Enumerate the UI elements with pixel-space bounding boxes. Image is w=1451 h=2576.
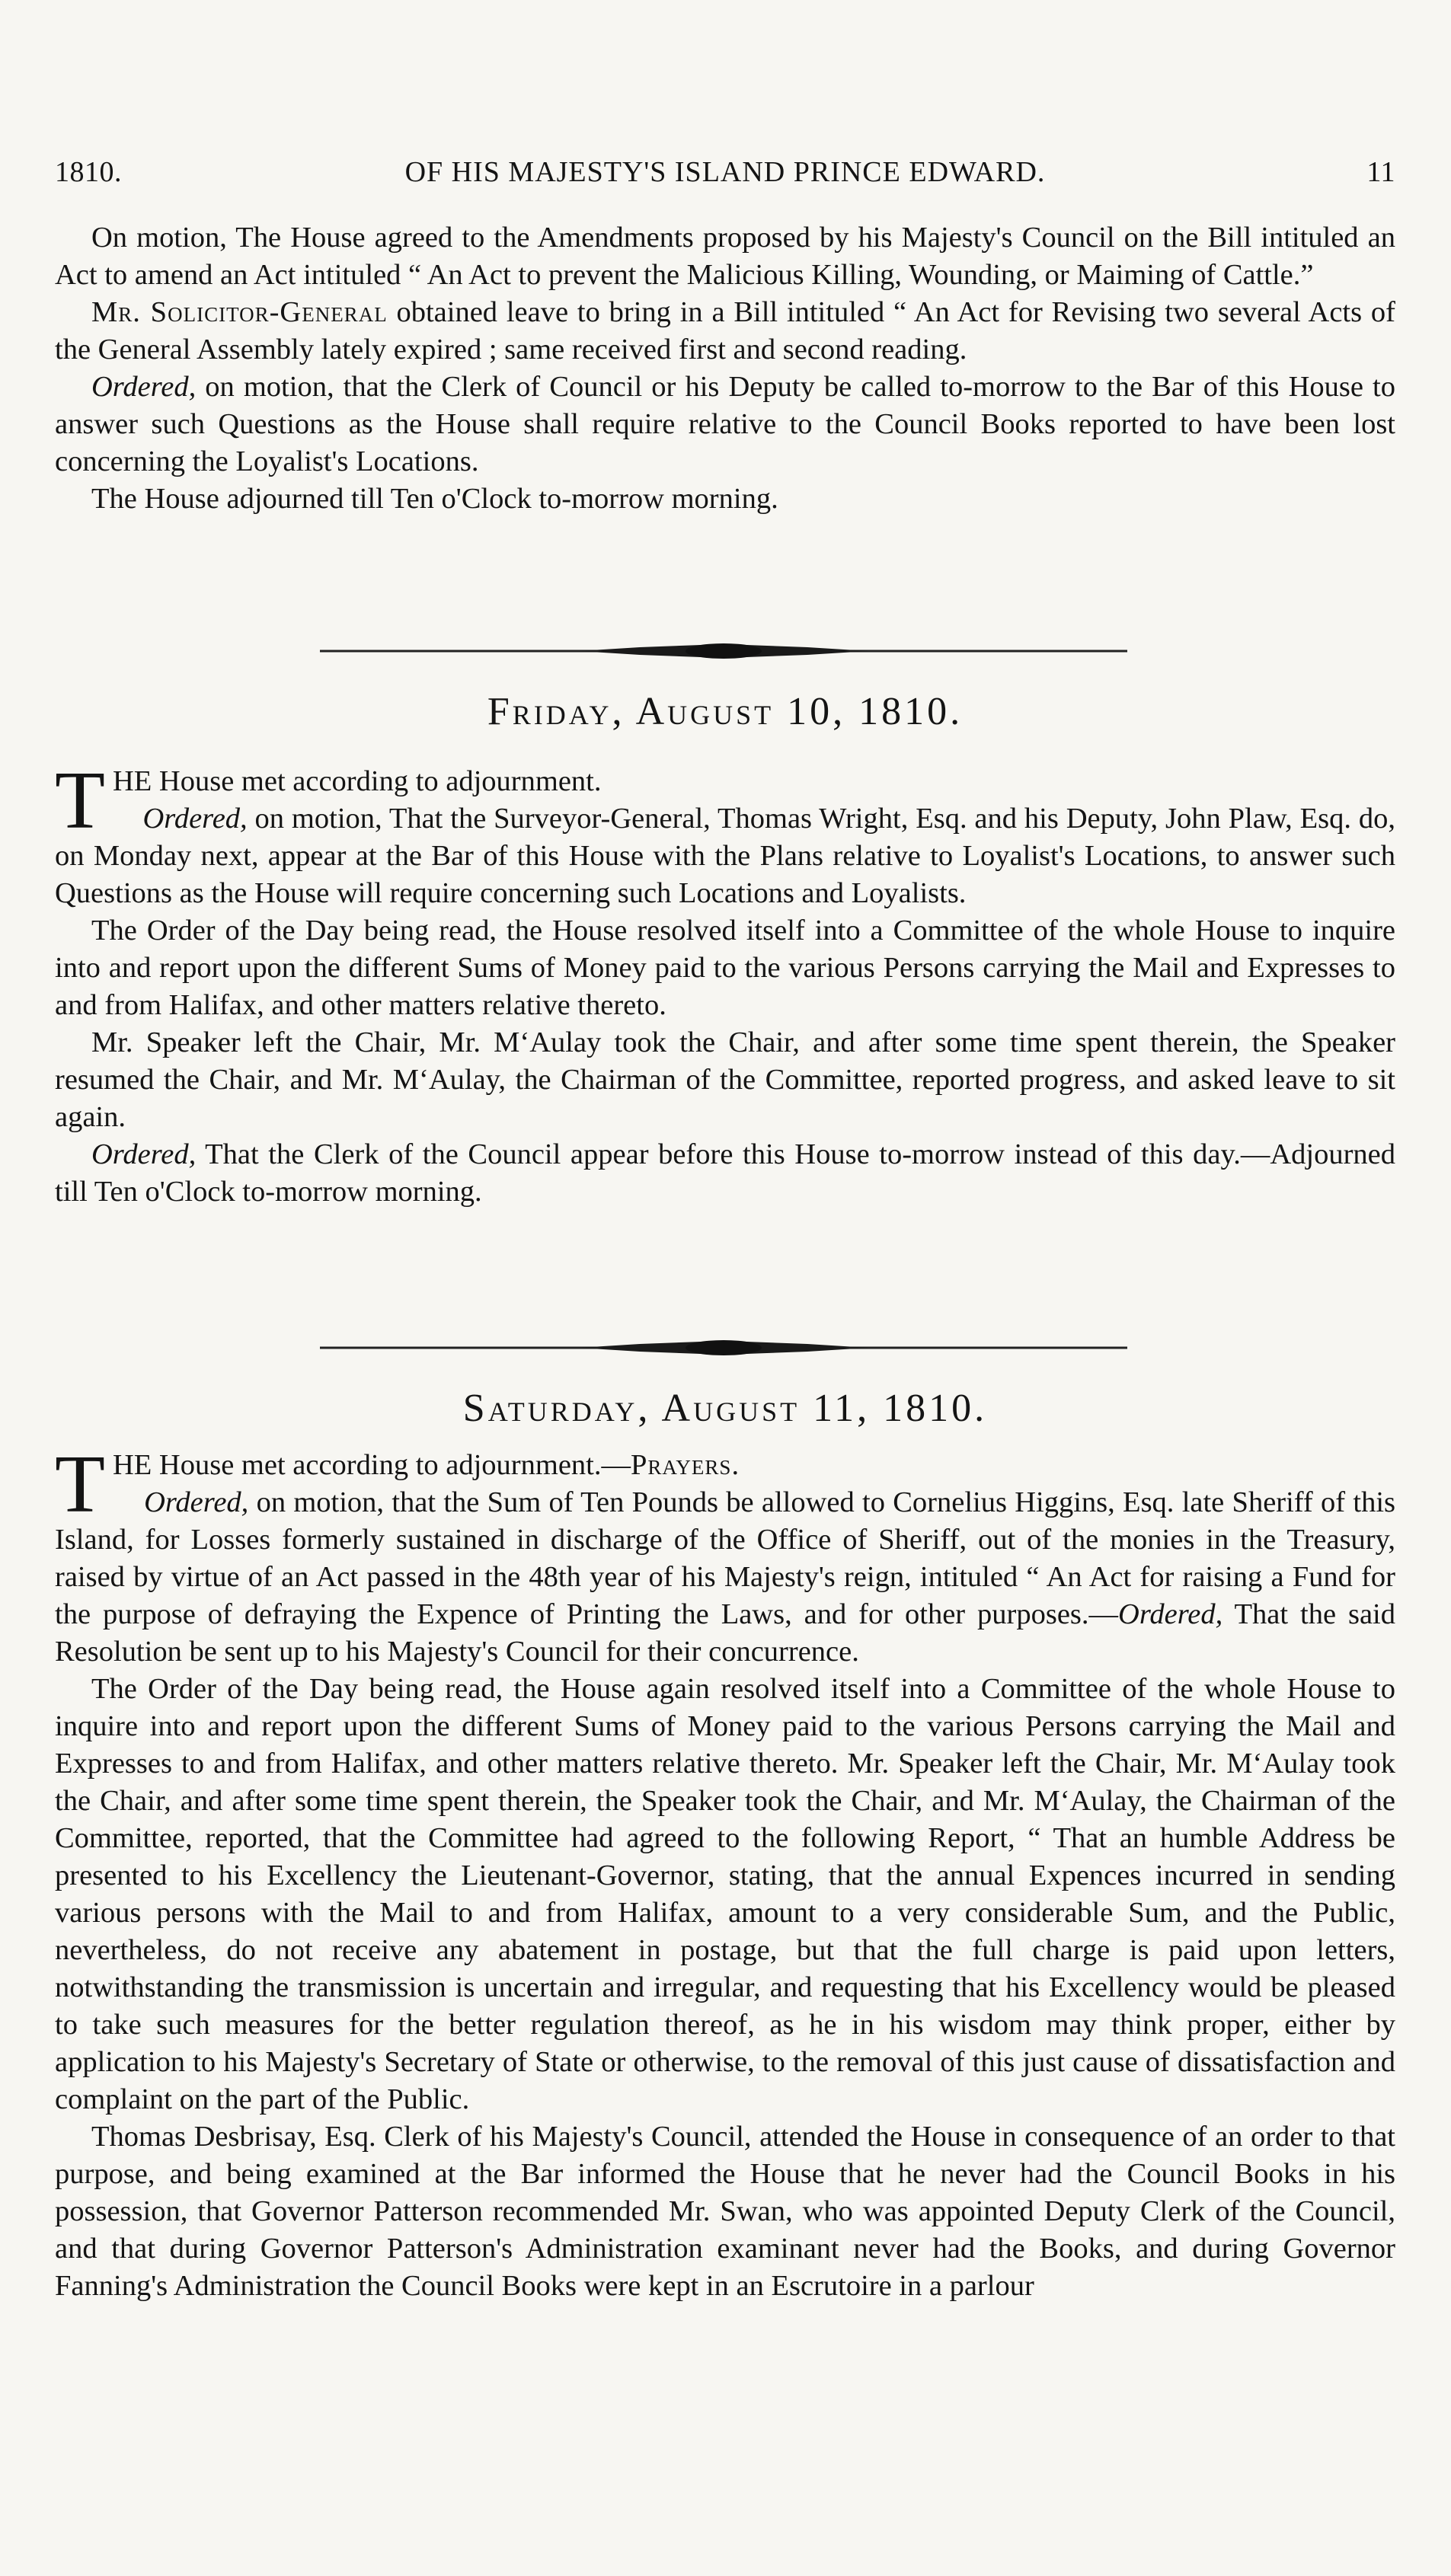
paragraph: The Order of the Day being read, the House resolved itself into a Committee of the whole House to inquire into and report upon the different Sums of Money paid to the various Persons carrying the Mail and Expresses to and from Halifax, and other matters relative thereto. [55, 915, 1395, 1021]
paragraph: Ordered, That the Clerk of the Council appear before this House to-morrow instead of this day.—Adjourned till Ten o'Clock to-morrow morning. [55, 1138, 1395, 1208]
paragraph: THE House met according to adjournment. Ordered, on motion, That the Surveyor-General, Thomas Wright, Esq. and his Deputy, John Plaw, Esq. do, on Monday next, appear at the Bar of this House with the Plans relative to Loyalist's Locations, to answer such Questions as the House will require concerning such Locations and Loyalists. [55, 755, 1396, 909]
ornamental-rule [320, 642, 1127, 660]
paragraph: Thomas Desbrisay, Esq. Clerk of his Majesty's Council, attended the House in consequence of an order to that purpose, and being examined at the Bar informed the House that he never had the Council Books in his possession, that Governor Patterson recommended Mr. Swan, who was appointed Deputy Clerk of the Council, and that during Governor Patterson's Administration examinant never had the Books, and during Governor Fanning's Administration the Council Books were kept in an Escrutoire in a parlour [55, 2121, 1395, 2302]
section-saturday [55, 1439, 1395, 2305]
header-title: OF HIS MAJESTY'S ISLAND PRINCE EDWARD. [404, 156, 1046, 188]
section-friday [55, 755, 1396, 1211]
paragraph: The Order of the Day being read, the House again resolved itself into a Committee of the whole House to inquire into and report upon the different Sums of Money paid to the various Persons carrying the Mail and Expresses to and from Halifax, and other matters relative thereto. Mr. Speaker left the Chair, Mr. M‘Aulay took the Chair, and after some time spent therein, the Speaker took the Chair, and Mr. M‘Aulay, the Chairman of the Committee, reported, that the Committee had agreed to the following Report, “ That an humble Address be presented to his Excellency the Lieutenant-Governor, stating, that the annual Expences incurred in sending various persons with the Mail to and from Halifax, amount to a very considerable Sum, and the Public, nevertheless, do not receive any abatement in postage, but that the full charge is paid upon letters, notwithstanding the transmission is uncertain and irregular, and requesting that his Excellency would be pleased to take such measures for the better regulation thereof, as he in his wisdom may think proper, either by application to his Majesty's Secretary of State or otherwise, to the removal of this just cause of dissatisfaction and complaint on the part of the Public. [55, 1673, 1395, 2115]
ornamental-rule [320, 1339, 1127, 1357]
paragraph: Mr. Solicitor-General obtained leave to bring in a Bill intituled “ An Act for Revising two several Acts of the General Assembly lately expired ; same received first and second reading. [55, 296, 1395, 365]
drop-cap: T [55, 1439, 105, 1530]
paragraph: THE House met according to adjournment.—Prayers. Ordered, on motion, that the Sum of Ten Pounds be allowed to Cornelius Higgins, Esq. late Sheriff of this Island, for Losses formerly sustained in discharge of the Office of Sheriff, out of the monies in the Treasury, raised by virtue of an Act passed in the 48th year of his Majesty's reign, intituled “ An Act for raising a Fund for the purpose of defraying the Expence of Printing the Laws, and for other purposes.—Ordered, That the said Resolution be sent up to his Majesty's Council for their concurrence. [55, 1439, 1395, 1668]
running-header [55, 155, 1395, 201]
day-heading: Saturday, August 11, 1810. [462, 1387, 988, 1430]
speaker-name: Mr. Solicitor-General [91, 296, 388, 328]
paragraph: On motion, The House agreed to the Amendments proposed by his Majesty's Council on the Bill intituled an Act to amend an Act intituled “ An Act to prevent the Malicious Killing, Wounding, or Maiming of Cattle.” [55, 222, 1395, 291]
day-heading: Friday, August 10, 1810. [487, 690, 964, 733]
paragraph: Ordered, on motion, that the Clerk of Council or his Deputy be called to-morrow to the Bar of this House to answer such Questions as the House shall require relative to the Council Books reported to have been lost concerning the Loyalist's Locations. [55, 371, 1395, 477]
section-continued [55, 219, 1395, 518]
drop-cap: T [55, 755, 105, 846]
paragraph: Mr. Speaker left the Chair, Mr. M‘Aulay took the Chair, and after some time spent therein, the Speaker resumed the Chair, and Mr. M‘Aulay, the Chairman of the Committee, reported progress, and asked leave to sit again. [55, 1026, 1395, 1133]
paragraph: The House adjourned till Ten o'Clock to-morrow morning. [91, 483, 778, 515]
page-number: 11 [1366, 156, 1395, 188]
header-year: 1810. [55, 156, 122, 188]
